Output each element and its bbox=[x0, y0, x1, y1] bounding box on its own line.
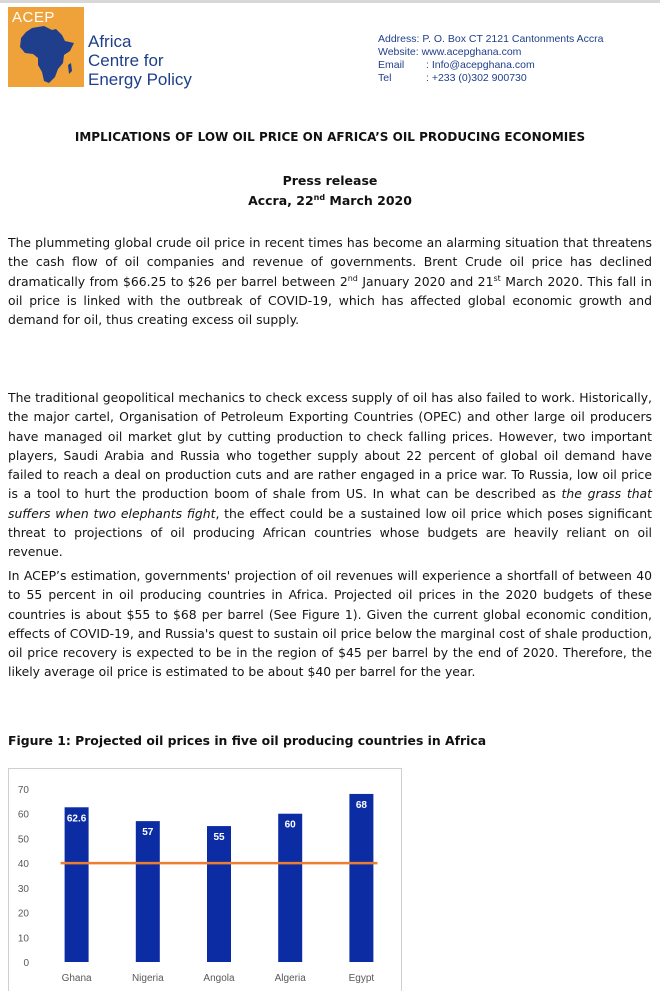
y-tick-label: 60 bbox=[17, 809, 29, 821]
acep-logo bbox=[8, 7, 84, 87]
paragraph-sup: st bbox=[493, 273, 501, 283]
dateline-text: Accra, 22 bbox=[248, 193, 314, 208]
paragraph-text: The traditional geopolitical mechanics to check excess supply of oil has also failed to work. Historically, the major cartel, Organisation of Petroleum Exporting Countries (OPEC) and other large oil producers have managed oil market glut by cutting production to check falling prices. However, two important players, Saudi Arabia and Russia who together supply about 22 percent of global oil demand have failed to reach a deal on production cuts and are rather engaged in a price war. To Russia, low oil price is a tool to hurt the production boom of shale from US. In what can be described as bbox=[8, 390, 652, 502]
top-edge bbox=[0, 0, 660, 3]
y-tick-label: 20 bbox=[17, 908, 29, 920]
data-label: 57 bbox=[142, 827, 154, 839]
organization-name bbox=[88, 32, 192, 89]
y-tick-label: 40 bbox=[17, 859, 29, 871]
paragraph-2 bbox=[8, 388, 652, 562]
website-label: Website: bbox=[378, 46, 419, 58]
dateline bbox=[0, 193, 660, 208]
data-label: 62.6 bbox=[66, 813, 87, 825]
paragraph-text: The plummeting global crude oil price in recent times has become an alarming situation that threatens the cash flow of oil companies and revenue of governments. Brent Crude oil price has declined dramatically from $66.25 to $26 per barrel between 2 bbox=[8, 235, 652, 289]
paragraph-1 bbox=[8, 233, 652, 329]
paragraph-text: January 2020 and 21 bbox=[357, 273, 494, 289]
y-tick-label: 50 bbox=[17, 834, 29, 846]
logo-text: ACEP bbox=[12, 9, 55, 26]
org-name-line: Energy Policy bbox=[88, 70, 192, 89]
bar-egypt bbox=[349, 794, 373, 962]
data-label: 68 bbox=[355, 799, 367, 811]
tel-value: : +233 (0)302 900730 bbox=[426, 72, 527, 84]
data-label: 55 bbox=[213, 832, 225, 844]
address-row bbox=[378, 33, 603, 46]
y-tick-label: 10 bbox=[17, 933, 29, 945]
dateline-text: March 2020 bbox=[325, 193, 412, 208]
bar-ghana bbox=[65, 807, 89, 962]
dateline-sup: nd bbox=[313, 192, 326, 202]
oil-price-chart bbox=[8, 768, 402, 991]
paragraph-italic: the grass that suffers when two elephants fight bbox=[8, 486, 652, 521]
paragraph-sup: nd bbox=[347, 273, 358, 283]
bar-nigeria bbox=[136, 821, 160, 962]
tel-row bbox=[378, 72, 603, 85]
data-label: 60 bbox=[284, 819, 296, 831]
tel-label: Tel bbox=[378, 72, 392, 84]
bar-algeria bbox=[278, 814, 302, 962]
paragraph-text: March 2020. This fall in oil price is linked with the outbreak of COVID-19, which has affected global economic growth and demand for oil, thus creating excess oil supply. bbox=[8, 273, 652, 328]
website-link[interactable]: www.acepghana.com bbox=[421, 46, 522, 58]
x-tick-label: Algeria bbox=[274, 973, 306, 984]
x-tick-label: Angola bbox=[203, 973, 235, 984]
paragraph-text: , the effect could be a sustained low oil price which poses significant threat to projections of oil producing African countries whose budgets are heavily reliant on oil revenue. bbox=[8, 505, 652, 560]
press-release-label: Press release bbox=[282, 173, 378, 188]
email-link[interactable]: : Info@acepghana.com bbox=[426, 59, 535, 71]
y-tick-label: 0 bbox=[23, 958, 29, 969]
org-name-line: Centre for bbox=[88, 51, 164, 70]
x-tick-label: Egypt bbox=[348, 973, 375, 984]
address-value: P. O. Box CT 2121 Cantonments Accra bbox=[422, 33, 604, 45]
x-tick-label: Ghana bbox=[61, 973, 92, 984]
paragraph-3: In ACEP’s estimation, governments' projection of oil revenues will experience a shortfall of between 40 to 55 percent in oil producing countries in Africa. Projected oil prices in the 2020 budgets of these countries is about $55 to $68 per barrel (See Figure 1). Given the current global economic condition, effects of COVID-19, and Russia's quest to sustain oil price below the marginal cost of shale production, oil price recovery is expected to be in the region of $45 per barrel by the end of 2020. Therefore, the likely average oil price is estimated to be about $40 per barrel for the year. bbox=[8, 568, 652, 680]
document-title: IMPLICATIONS OF LOW OIL PRICE ON AFRICA’S OIL PRODUCING ECONOMIES bbox=[74, 130, 586, 144]
website-row bbox=[378, 46, 603, 59]
y-tick-label: 70 bbox=[17, 785, 29, 796]
bar-angola bbox=[207, 826, 231, 962]
address-label: Address: bbox=[378, 33, 420, 45]
figure-caption: Figure 1: Projected oil prices in five oil producing countries in Africa bbox=[8, 733, 487, 748]
x-tick-label: Nigeria bbox=[131, 973, 164, 984]
y-tick-label: 30 bbox=[17, 883, 29, 895]
email-label: Email bbox=[378, 59, 405, 71]
email-row bbox=[378, 59, 603, 72]
chart-canvas bbox=[9, 769, 401, 991]
org-name-line: Africa bbox=[88, 32, 132, 51]
africa-map-icon bbox=[18, 25, 76, 85]
contact-block bbox=[378, 33, 603, 85]
